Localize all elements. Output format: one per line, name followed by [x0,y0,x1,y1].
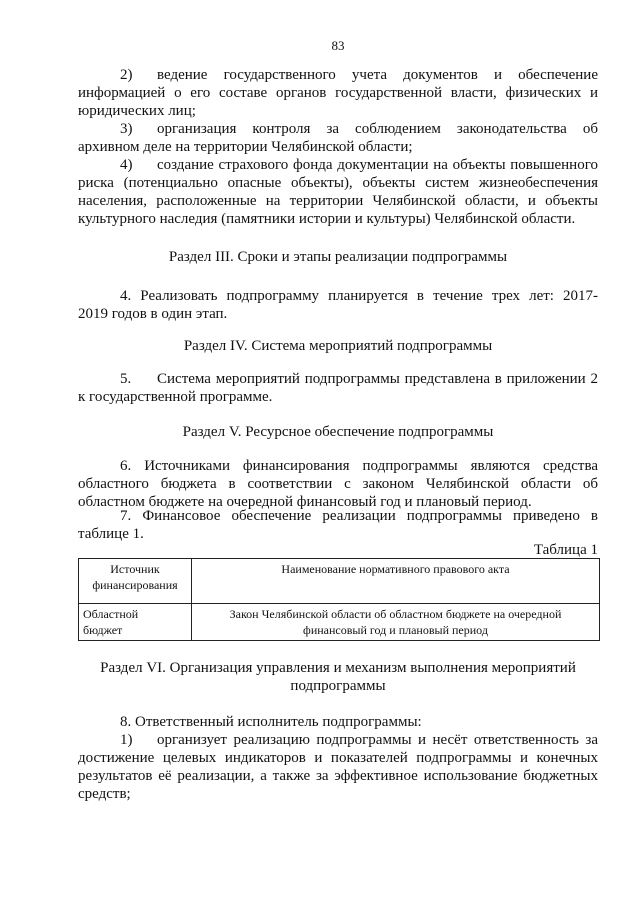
list-item-4-line-1: 4) создание страхового фонда документации на объекты повышенного [120,157,598,173]
list-item-2-number: 2) [120,67,133,83]
paragraph-6-line-2: областного бюджета в соответствии с законом Челябинской области об [78,476,598,492]
table-cell-act-name: Закон Челябинской области об областном бюджете на очередной финансовый год и плановый период [192,604,600,641]
paragraph-4 [78,287,598,323]
list-item-1-line-2: достижение целевых индикаторов и показателей подпрограммы и конечных [78,750,598,766]
list-item-2 [78,66,598,120]
table-row [79,604,600,641]
financing-table [78,558,600,641]
paragraph-7 [78,507,598,543]
section-4-heading: Раздел IV. Система мероприятий подпрограммы [183,338,493,354]
paragraph-7-line-2: таблице 1. [78,526,144,542]
list-item-3 [78,120,598,156]
table-header-source: Источник финансирования [79,559,192,604]
paragraph-5 [78,370,598,406]
paragraph-6-line-3: областном бюджете на очередной финансовый год и плановый период. [78,494,532,510]
list-item-4-line-2: риска (потенциально опасные объекты), объекты систем жизнеобеспечения [78,175,598,191]
table-header-act-name: Наименование нормативного правового акта [192,559,600,604]
paragraph-5-line-2: к государственной программе. [78,389,273,405]
list-item-4-number: 4) [120,157,133,173]
section-3-heading: Раздел III. Сроки и этапы реализации подпрограммы [168,249,508,265]
list-item-4 [78,156,598,228]
list-item-3-line-2: архивном деле на территории Челябинской области; [78,139,413,155]
paragraph-8-line-1: 8. Ответственный исполнитель подпрограммы: [120,714,422,730]
paragraph-7-line-1: 7. Финансовое обеспечение реализации подпрограммы приведено в [120,508,598,524]
list-item-2-line-3: юридических лиц; [78,103,196,119]
table-cell-source: Областной бюджет [79,604,192,641]
table-caption: Таблица 1 [533,542,598,558]
list-item-3-number: 3) [120,121,133,137]
list-item-1-line-4: средств; [78,786,131,802]
list-item-1-line-3: результатов её реализации, а также за эффективное использование бюджетных [78,768,598,784]
list-item-1 [78,731,598,803]
paragraph-4-line-1: 4. Реализовать подпрограмму планируется в течение трех лет: 2017- [120,288,598,304]
paragraph-4-line-2: 2019 годов в один этап. [78,306,228,322]
list-item-2-line-2: информацией о его составе органов государственной власти, физических и [78,85,598,101]
list-item-2-line-1: 2) ведение государственного учета документов и обеспечение [120,67,598,83]
paragraph-5-number: 5. [120,371,132,387]
paragraph-5-line-1: 5. Система мероприятий подпрограммы представлена в приложении 2 [120,371,598,387]
section-6-heading: Раздел VI. Организация управления и механизм выполнения мероприятий подпрограммы [100,660,576,694]
table-header-row [79,559,600,604]
paragraph-6-line-1: 6. Источниками финансирования подпрограммы являются средства [120,458,598,474]
list-item-4-line-3: населения, расположенные на территории Челябинской области, и объекты [78,193,598,209]
page-number: 83 [331,38,345,53]
list-item-3-line-1: 3) организация контроля за соблюдением законодательства об [120,121,598,137]
list-item-1-line-1: 1) организует реализацию подпрограммы и несёт ответственность за [120,732,598,748]
paragraph-8 [78,713,598,731]
paragraph-6 [78,457,598,511]
section-5-heading: Раздел V. Ресурсное обеспечение подпрограммы [182,424,494,440]
list-item-4-line-4: культурного наследия (памятники истории и культуры) Челябинской области. [78,211,576,227]
list-item-1-number: 1) [120,732,133,748]
